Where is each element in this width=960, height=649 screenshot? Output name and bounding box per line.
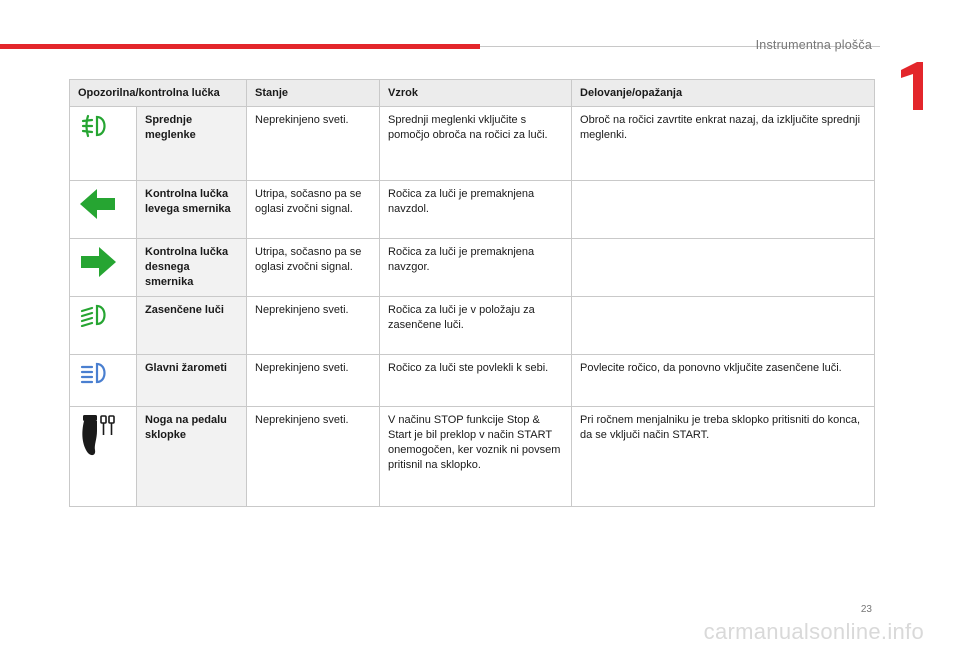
- chapter-number: [897, 62, 927, 110]
- state-text: Neprekinjeno sveti.: [247, 407, 380, 507]
- light-name: Noga na pedalu sklopke: [137, 407, 247, 507]
- action-text: [572, 297, 875, 355]
- state-text: Utripa, sočasno pa se oglasi zvočni signal.: [247, 239, 380, 297]
- page-number: 23: [860, 604, 872, 615]
- cause-text: Ročica za luči je premaknjena navzdol.: [380, 181, 572, 239]
- action-text: Pri ročnem menjalniku je treba sklopko pritisniti do konca, da se vključi način START.: [572, 407, 875, 507]
- state-text: Neprekinjeno sveti.: [247, 355, 380, 407]
- light-name: Kontrolna lučka desnega smernika: [137, 239, 247, 297]
- cause-text: V načinu STOP funkcije Stop & Start je bil preklop v način START onemogočen, ker voznik ni povsem pritisnil na sklopko.: [380, 407, 572, 507]
- column-header-action: Delovanje/opažanja: [572, 80, 875, 107]
- state-text: Neprekinjeno sveti.: [247, 107, 380, 181]
- light-name: Glavni žarometi: [137, 355, 247, 407]
- table-row: [70, 107, 875, 181]
- section-title: Instrumentna plošča: [755, 38, 872, 52]
- foot-on-clutch-icon: [78, 413, 118, 457]
- cause-text: Ročico za luči ste povlekli k sebi.: [380, 355, 572, 407]
- action-text: Povlecite ročico, da ponovno vključite zasenčene luči.: [572, 355, 875, 407]
- state-text: Neprekinjeno sveti.: [247, 297, 380, 355]
- column-header-light: Opozorilna/kontrolna lučka: [70, 80, 247, 107]
- action-text: Obroč na ročici zavrtite enkrat nazaj, da izključite sprednji meglenki.: [572, 107, 875, 181]
- light-name: Zasenčene luči: [137, 297, 247, 355]
- cause-text: Ročica za luči je premaknjena navzgor.: [380, 239, 572, 297]
- light-name: Kontrolna lučka levega smernika: [137, 181, 247, 239]
- column-header-state: Stanje: [247, 80, 380, 107]
- right-turn-signal-icon: [78, 245, 118, 279]
- action-text: [572, 239, 875, 297]
- state-text: Utripa, sočasno pa se oglasi zvočni signal.: [247, 181, 380, 239]
- warning-lights-table: [69, 79, 875, 507]
- table-row: [70, 355, 875, 407]
- table-row: [70, 239, 875, 297]
- table-row: [70, 407, 875, 507]
- table-header-row: [70, 80, 875, 107]
- main-beam-icon: [78, 361, 112, 385]
- light-name: Sprednje meglenke: [137, 107, 247, 181]
- table-row: [70, 297, 875, 355]
- column-header-cause: Vzrok: [380, 80, 572, 107]
- dipped-beam-icon: [78, 303, 112, 327]
- cause-text: Ročica za luči je v položaju za zasenčene luči.: [380, 297, 572, 355]
- table-row: [70, 181, 875, 239]
- cause-text: Sprednji meglenki vključite s pomočjo obroča na ročici za luči.: [380, 107, 572, 181]
- svg-text:1: 1: [897, 62, 898, 63]
- front-fog-light-icon: [78, 113, 112, 139]
- left-turn-signal-icon: [78, 187, 118, 221]
- action-text: [572, 181, 875, 239]
- watermark: carmanualsonline.info: [703, 619, 924, 644]
- header-accent-bar: [0, 44, 480, 49]
